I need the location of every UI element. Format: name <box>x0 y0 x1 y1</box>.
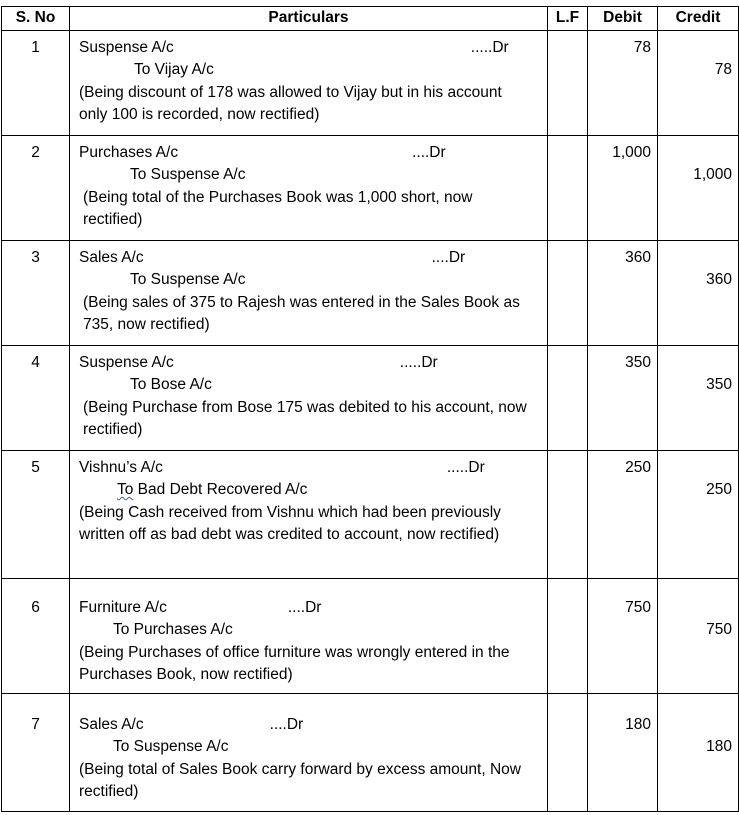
debit-account: Suspense A/c <box>79 38 174 56</box>
debit-account: Sales A/c <box>79 248 144 266</box>
entry-sno: 3 <box>2 240 70 345</box>
entry-particulars <box>70 578 548 693</box>
dr-marker: ....Dr <box>287 598 322 616</box>
credit-value: 78 <box>714 61 732 78</box>
credit-value: 250 <box>706 481 732 498</box>
journal-table <box>1 6 739 812</box>
to-word: To <box>117 481 134 498</box>
table-row <box>2 450 739 578</box>
entry-sno: 6 <box>2 578 70 693</box>
debit-account: Purchases A/c <box>79 143 179 161</box>
table-row <box>2 578 739 693</box>
narration: (Being total of the Purchases Book was 1,000 short, now rectified) <box>83 188 473 228</box>
entry-lf <box>548 345 588 450</box>
entry-particulars <box>70 30 548 135</box>
credit-value: 350 <box>706 376 732 393</box>
debit-amount: 180 <box>588 693 658 811</box>
debit-amount: 350 <box>588 345 658 450</box>
dr-marker: ....Dr <box>431 248 466 266</box>
dr-marker: .....Dr <box>399 353 438 371</box>
narration: (Being Purchases of office furniture was wrongly entered in the Purchases Book, now rectified) <box>79 643 510 683</box>
header-sno: S. No <box>2 7 70 31</box>
header-credit: Credit <box>658 7 739 31</box>
dr-marker: ....Dr <box>412 143 446 161</box>
credit-value: 360 <box>706 271 732 288</box>
entry-particulars <box>70 693 548 811</box>
narration: (Being Purchase from Bose 175 was debited to his account, now rectified) <box>83 398 527 438</box>
entry-sno: 2 <box>2 135 70 240</box>
entry-particulars <box>70 135 548 240</box>
narration: (Being discount of 178 was allowed to Vijay but in his account only 100 is recorded, now rectified) <box>79 83 502 123</box>
credit-value: 180 <box>706 738 732 755</box>
table-row <box>2 345 739 450</box>
entry-sno: 1 <box>2 30 70 135</box>
table-row <box>2 135 739 240</box>
table-row <box>2 240 739 345</box>
entry-lf <box>548 693 588 811</box>
entry-lf <box>548 450 588 578</box>
entry-sno: 7 <box>2 693 70 811</box>
credit-value: 1,000 <box>693 166 732 183</box>
entry-particulars <box>70 240 548 345</box>
entry-lf <box>548 30 588 135</box>
header-particulars: Particulars <box>70 7 548 31</box>
credit-account: To Vijay A/c <box>134 61 214 78</box>
entry-lf <box>548 240 588 345</box>
table-row <box>2 30 739 135</box>
credit-account: To Purchases A/c <box>113 621 233 638</box>
narration: (Being sales of 375 to Rajesh was entered in the Sales Book as 735, now rectified) <box>83 293 520 333</box>
credit-account: To Bad Debt Recovered A/c <box>117 481 308 498</box>
credit-amount <box>658 345 739 450</box>
entry-sno: 4 <box>2 345 70 450</box>
header-row <box>2 7 739 31</box>
credit-amount <box>658 693 739 811</box>
debit-amount: 360 <box>588 240 658 345</box>
debit-amount: 250 <box>588 450 658 578</box>
dr-marker: .....Dr <box>470 38 509 56</box>
credit-account: To Bose A/c <box>130 376 212 393</box>
debit-account: Vishnu’s A/c <box>79 458 163 476</box>
entry-particulars <box>70 450 548 578</box>
debit-account: Furniture A/c <box>79 598 167 616</box>
table-row <box>2 693 739 811</box>
debit-amount: 1,000 <box>588 135 658 240</box>
credit-amount <box>658 135 739 240</box>
credit-amount <box>658 450 739 578</box>
entry-lf <box>548 135 588 240</box>
debit-amount: 750 <box>588 578 658 693</box>
debit-amount: 78 <box>588 30 658 135</box>
credit-amount <box>658 578 739 693</box>
credit-value: 750 <box>706 621 732 638</box>
debit-account: Suspense A/c <box>79 353 174 371</box>
header-debit: Debit <box>588 7 658 31</box>
entry-particulars <box>70 345 548 450</box>
credit-amount <box>658 240 739 345</box>
credit-account: To Suspense A/c <box>130 271 246 288</box>
credit-account: To Suspense A/c <box>130 166 246 183</box>
credit-account: To Suspense A/c <box>113 738 229 755</box>
dr-marker: .....Dr <box>446 458 485 476</box>
debit-account: Sales A/c <box>79 715 144 733</box>
dr-marker: ....Dr <box>269 715 304 733</box>
entry-sno: 5 <box>2 450 70 578</box>
narration: (Being Cash received from Vishnu which had been previously written off as bad debt was credited to account, now rectified) <box>79 503 501 543</box>
narration: (Being total of Sales Book carry forward by excess amount, Now rectified) <box>79 760 521 800</box>
credit-amount <box>658 30 739 135</box>
entry-lf <box>548 578 588 693</box>
header-lf: L.F <box>548 7 588 31</box>
